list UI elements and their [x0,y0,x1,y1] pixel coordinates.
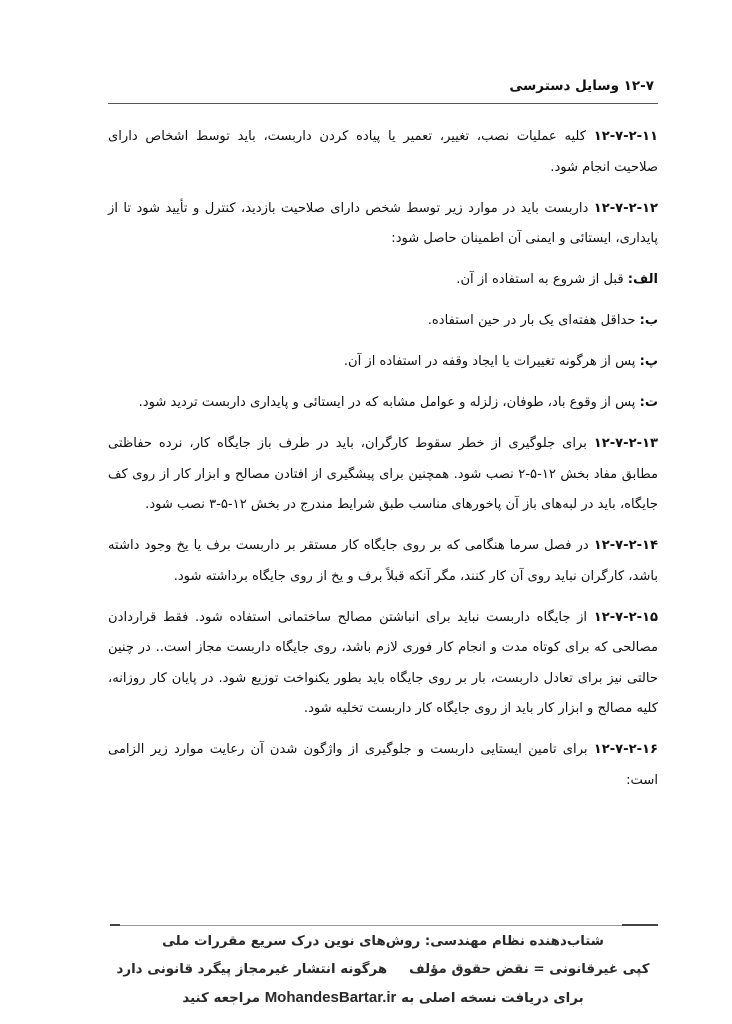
clause-14 [108,531,658,592]
footer-watermark [108,928,658,1013]
section-title: ۱۲-۷ وسایل دسترسی [509,78,654,94]
footer-legal-notice: هرگونه انتشار غیرمجاز پیگرد قانونی دارد [116,962,388,977]
clause-13 [108,429,658,521]
footer-divider [110,925,658,926]
footer-line-3-start: برای دریافت نسخه اصلی به [396,991,584,1006]
clause-number: ۱۲-۷-۲-۱۲ [593,200,658,216]
footer-line-3-end: مراجعه کنید [182,991,265,1006]
list-item-text: حداقل هفته‌ای یک بار در حین استفاده. [427,313,640,328]
clause-text: در فصل سرما هنگامی که بر روی جایگاه کار مستقر بر داربست برف یا یخ وجود داشته باشد، کارگران نباید روی آن کار کنند، مگر آنکه قبلاً برف و یخ از روی جایگاه برداشته شود. [108,538,658,584]
list-item-label: ب: [639,313,658,328]
footer-line-2 [108,956,658,984]
list-item-text: قبل از شروع به استفاده از آن. [456,272,628,287]
clause-number: ۱۲-۷-۲-۱۶ [593,742,658,757]
clause-number: ۱۲-۷-۲-۱۴ [593,538,658,553]
footer-website: MohandesBartar.ir [264,989,397,1006]
clause-12 [108,194,658,255]
footer-copyright-notice: کپی غیرقانونی = نقض حقوق مؤلف [409,962,650,977]
list-item-text: پس از هرگونه تغییرات یا ایجاد وقفه در استفاده از آن. [343,354,640,369]
list-item-label: پ: [639,354,658,369]
list-item-label: ت: [639,395,658,410]
clause-11 [108,122,658,183]
list-item-label: الف: [627,272,658,287]
clause-text: برای تامین ایستایی داربست و جلوگیری از واژگون شدن آن رعایت موارد زیر الزامی است: [108,742,658,788]
header-divider [108,103,658,104]
clause-text: از جایگاه داربست نباید برای انباشتن مصالح ساختمانی استفاده شود. فقط قراردادن مصالحی که برای کوتاه مدت و انجام کار فوری لازم باشد، روی جایگاه داربست مجاز است.. در چنین حالتی نیز برای تعادل داربست، بار بر روی جایگاه باید بطور یکنواخت توزیع شود. در پایان کار روزانه، کلیه مصالح و ابزار کار باید از روی جایگاه کار داربست تخلیه شود. [108,609,658,716]
clause-number: ۱۲-۷-۲-۱۵ [593,609,658,625]
list-item [108,306,658,337]
footer-line-1: شتاب‌دهنده نظام مهندسی: روش‌های نوین درک سریع مقررات ملی [162,934,604,949]
clause-15 [108,603,658,725]
clause-16 [108,735,658,796]
footer-line-3 [108,984,658,1013]
clause-number: ۱۲-۷-۲-۱۱ [593,129,658,144]
clause-text: برای جلوگیری از خطر سقوط کارگران، باید در طرف باز جایگاه کار، نرده حفاظتی مطابق مفاد بخش ۱۲-۵-۲ نصب شود. همچنین برای پیشگیری از افتادن مصالح و ابزار کار از روی کف جایگاه، باید در لبه‌های باز آن پاخورهای مناسب طبق شرایط مندرج در بخش ۱۲-۵-۳ نصب شود. [108,436,658,512]
footer-divider-end-left [110,924,120,926]
list-item [108,347,658,378]
footer-divider-end-right [622,924,658,926]
list-item [108,388,658,419]
clause-number: ۱۲-۷-۲-۱۳ [593,436,658,451]
clause-text: کلیه عملیات نصب، تغییر، تعمیر یا پیاده کردن داربست، باید توسط اشخاص دارای صلاحیت انجام شود. [108,129,658,175]
document-body [108,122,658,807]
list-item-text: پس از وقوع باد، طوفان، زلزله و عوامل مشابه که در ایستائی و پایداری داربست تردید شود. [138,395,640,410]
clause-text: داربست باید در موارد زیر توسط شخص دارای صلاحیت بازدید، کنترل و تأیید شود تا از پایداری، ایستائی و ایمنی آن اطمینان حاصل شود: [108,200,658,246]
list-item [108,265,658,296]
